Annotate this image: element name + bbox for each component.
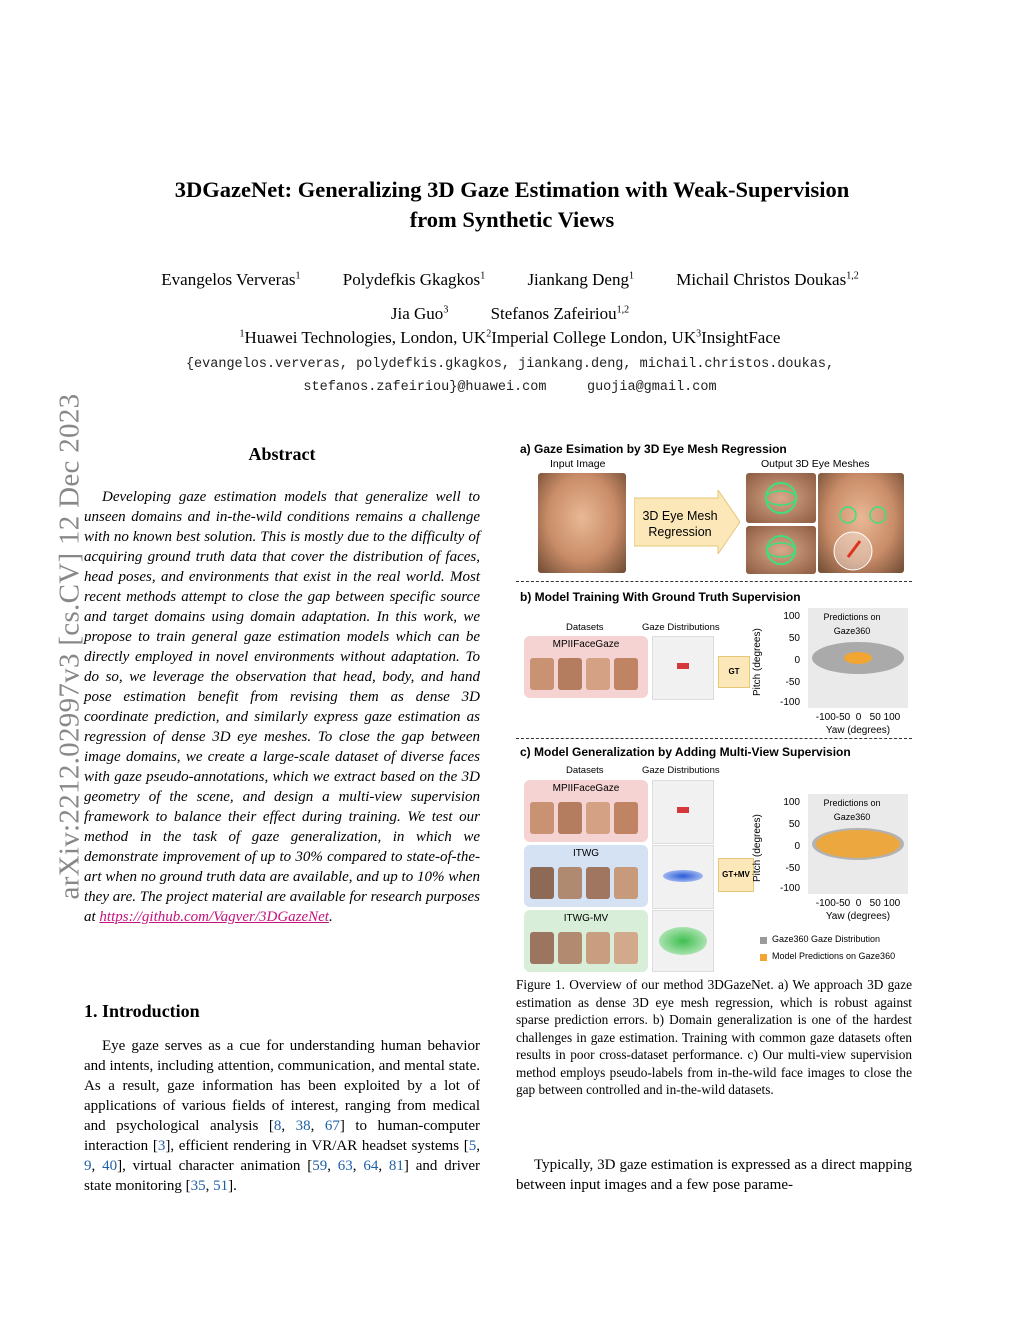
intro-text: ,: [91, 1158, 103, 1174]
intro-text: ], efficient rendering in VR/AR headset systems [: [165, 1138, 469, 1154]
intro-text: ,: [310, 1118, 325, 1134]
abstract-body: Developing gaze estimation models that generalize well to unseen domains and in-the-wild conditions remains a challenge with no known best solution. This is mostly due to the difficulty of acquiring ground truth data that cover the distribution of faces, head poses, and environments that exist in the real world. Most recent methods attempt to close the gap between specific source and target domains using domain adaptation. In this work, we propose to train general gaze estimation models which can be directly employed in novel environments without adaptation. To do so, we leverage the observation that head, body, and hand pose estimation benefit from revising them as dense 3D coordinate prediction, and similarly express gaze estimation as regression of dense 3D eye meshes. To close the gap between image domains, we create a large-scale dataset of diverse faces with gaze pseudo-annotations, which we extract based on the 3D geometry of the scene, and design a multi-view supervision framework to balance their effect during training. We test our method in the task of gaze generalization, in which we demonstrate improvement of up to 30% compared to state-of-the-art when no ground truth data are available, and up to 10% when they are. The project material are available for research purposes at https://github.com/Vagver/3DGazeNet.: [84, 489, 480, 925]
svg-text:50: 50: [788, 633, 800, 644]
author: Jia Guo$^3$: [390, 304, 449, 323]
intro-text: ], virtual character animation [: [117, 1158, 313, 1174]
legend-orange-label: Model Predictions on Gaze360: [772, 951, 896, 961]
svg-text:Pitch (degrees): Pitch (degrees): [752, 628, 763, 696]
datasets-label-c: Datasets: [566, 765, 604, 776]
gaze-dist-mpii-c: [652, 780, 714, 844]
svg-text:100: 100: [783, 611, 800, 622]
predictions-label-b: Predictions on Gaze360: [823, 612, 881, 636]
gaze-dist-label-c: Gaze Distributions: [642, 765, 720, 776]
intro-body: [84, 1036, 480, 1196]
intro-text: ] and driver state monitoring [: [84, 1158, 481, 1194]
itwg-panel: ITWG: [524, 845, 648, 907]
gaze-dist-label-b: Gaze Distributions: [642, 622, 720, 633]
citation-link[interactable]: 38: [295, 1118, 311, 1134]
svg-text:50: 50: [788, 819, 800, 830]
datasets-label-b: Datasets: [566, 622, 604, 633]
intro-text: ,: [352, 1158, 364, 1174]
affiliations: $^1$Huawei Technologies, London, $UK^2Imperial$ College London, $UK^3InsightFace$: [239, 328, 781, 347]
divider-a-b: [516, 581, 912, 582]
svg-text:-100: -100: [779, 697, 800, 708]
input-image-label: Input Image: [550, 458, 606, 470]
regression-label: 3D Eye Mesh Regression: [642, 509, 718, 539]
svg-text:Pitch (degrees): Pitch (degrees): [752, 814, 763, 882]
intro-text: ,: [327, 1158, 338, 1174]
intro-text: ,: [205, 1178, 214, 1194]
legend-gray-label: Gaze360 Gaze Distribution: [772, 934, 881, 944]
gaze-dist-itwg: [652, 845, 714, 909]
citation-link[interactable]: 81: [388, 1158, 404, 1174]
arxiv-stamp: arXiv:2212.02997v3 [cs.CV] 12 Dec 2023: [53, 393, 86, 900]
citation-link[interactable]: 9: [84, 1158, 92, 1174]
svg-text:100: 100: [783, 797, 800, 808]
svg-text:-100-50 0 50 100: -100-50 0 50 100: [815, 712, 901, 723]
fig-section-c-title: c) Model Generalization by Adding Multi-View Supervision: [520, 745, 851, 759]
intro-text: ] to human-computer interaction [: [84, 1118, 481, 1154]
output-meshes-label: Output 3D Eye Meshes: [761, 458, 870, 470]
svg-text:-50: -50: [785, 677, 800, 688]
author: Michail Christos Doukas$^{1,2}$: [676, 270, 859, 289]
mpii-panel-b: MPIIFaceGaze: [524, 636, 648, 698]
citation-link[interactable]: 35: [190, 1178, 206, 1194]
author: Jiankang Deng$^1$: [527, 270, 634, 289]
svg-text:-50: -50: [785, 863, 800, 874]
citation-link[interactable]: 51: [213, 1178, 229, 1194]
project-link[interactable]: https://github.com/Vagver/3DGazeNet: [99, 909, 329, 925]
author: Stefanos Zafeiriou$^{1,2}$: [490, 304, 630, 323]
gaze-dist-b: [652, 636, 714, 700]
svg-text:Yaw (degrees): Yaw (degrees): [825, 725, 891, 736]
svg-text:-100: -100: [779, 883, 800, 894]
mpii-panel-c: MPIIFaceGaze: [524, 780, 648, 842]
citation-link[interactable]: 3: [157, 1138, 166, 1154]
intro-text: ,: [476, 1138, 480, 1154]
gt-mv-arrow: GT+MV: [718, 858, 754, 892]
citation-link[interactable]: 40: [102, 1158, 118, 1174]
figure-1: [516, 440, 916, 970]
fig-section-b-title: b) Model Training With Ground Truth Supervision: [520, 590, 801, 604]
eye-mesh-top: [746, 473, 816, 523]
intro-text: Eye gaze serves as a cue for understanding human behavior and intents, including attention, communication, and mental state. As a result, gaze information has been exploited by a lot of applications of various fields of interest, ranging from medical and psychological analysis [: [84, 1038, 480, 1134]
citation-link[interactable]: 59: [312, 1158, 328, 1174]
output-face-mesh: [818, 473, 904, 573]
svg-text:Yaw (degrees): Yaw (degrees): [825, 911, 891, 922]
fig-section-a-title: a) Gaze Esimation by 3D Eye Mesh Regression: [520, 442, 787, 456]
svg-text:0: 0: [794, 841, 800, 852]
divider-b-c: [516, 738, 912, 739]
intro-heading: 1. Introduction: [84, 1001, 200, 1021]
typically-paragraph: Typically, 3D gaze estimation is expressed as a direct mapping between input images and a few pose parame-: [516, 1157, 912, 1193]
authors-row-2: [60, 304, 960, 324]
citation-link[interactable]: 67: [324, 1118, 340, 1134]
predictions-label-c: Predictions on Gaze360: [823, 798, 881, 822]
emails-line-2: stefanos.zafeiriou}@huawei.com guojia@gmail.com: [303, 380, 717, 395]
gaze-dist-itwg-mv: [652, 910, 714, 972]
intro-text: ].: [228, 1178, 237, 1194]
intro-text: ,: [281, 1118, 296, 1134]
itwg-mv-panel: ITWG-MV: [524, 910, 648, 972]
legend-orange-swatch: [760, 954, 767, 961]
figure-caption: Figure 1. Overview of our method 3DGazeNet. a) We approach 3D gaze estimation as dense 3D eye mesh regression, which is robust against sparse prediction errors. b) Domain generalization is one of the hardest challenges in gaze estimation. Training with common gaze datasets often results in poor cross-dataset performance. c) Our multi-view supervision method employs pseudo-labels from in-the-wild face images to close the gap between controlled and in-the-wild datasets.: [516, 977, 912, 1097]
author: Evangelos Ververas$^1$: [161, 270, 301, 289]
author: Polydefkis Gkagkos$^1$: [342, 270, 486, 289]
input-face-image: [538, 473, 626, 573]
abstract-heading: Abstract: [248, 444, 316, 464]
gt-arrow: GT: [718, 656, 750, 688]
legend-gray-swatch: [760, 937, 767, 944]
citation-link[interactable]: 5: [468, 1138, 477, 1154]
paper-title: 3DGazeNet: Generalizing 3D Gaze Estimation with Weak-Supervision from Synthetic Views: [174, 177, 850, 232]
eye-mesh-bottom: [746, 526, 816, 574]
svg-text:-100-50 0 50 100: -100-50 0 50 100: [815, 898, 901, 909]
citation-link[interactable]: 63: [337, 1158, 353, 1174]
citation-link[interactable]: 8: [273, 1118, 282, 1134]
emails-line-1: {evangelos.ververas, polydefkis.gkagkos, jiankang.deng, michail.christos.doukas,: [185, 357, 835, 372]
svg-text:0: 0: [794, 655, 800, 666]
authors-row-1: [60, 270, 960, 290]
intro-text: ,: [378, 1158, 389, 1174]
citation-link[interactable]: 64: [363, 1158, 379, 1174]
